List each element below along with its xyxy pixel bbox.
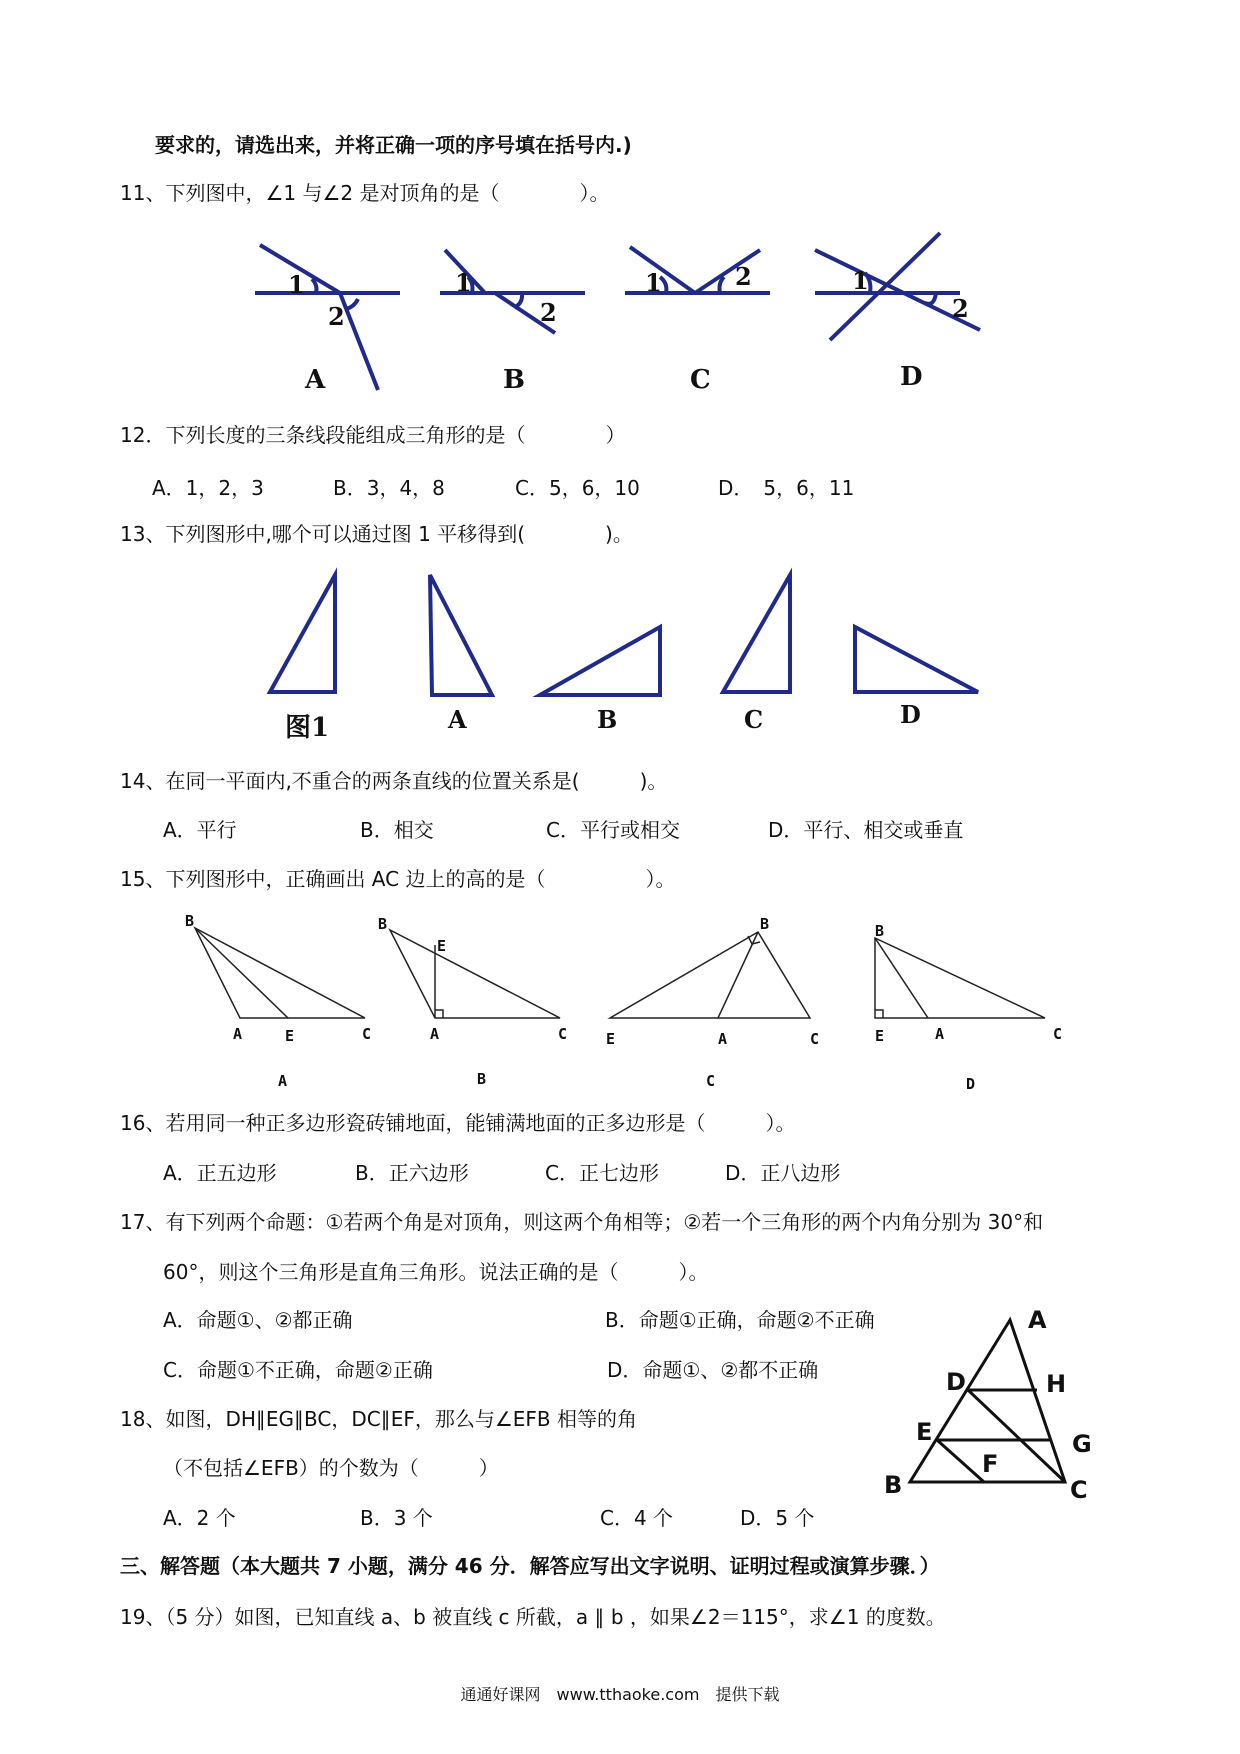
q13-option-d-triangle [855,627,978,692]
q13-option-b-triangle [540,627,660,695]
q13-option-a: A [448,705,467,734]
q12-option-b: B．3，4，8 [333,476,445,500]
q18-stem-line-1: 18、如图，DH∥EG∥BC，DC∥EF，那么与∠EFB 相等的角 [120,1407,638,1431]
q18-stem-line-2: （不包括∠EFB）的个数为（ ） [163,1456,499,1480]
q13-option-c: C [744,705,764,734]
q15-a-point-c: C [362,1025,372,1043]
q11-c-angle-1-label: 1 [645,268,662,297]
q11-b-angle-2-label: 2 [540,298,557,327]
page-footer: 通通好课网 www.tthaoke.com 提供下载 [460,1685,780,1704]
q18-label-d: D [946,1368,966,1396]
q11-d-angle-1-label: 1 [852,266,869,295]
q18-option-b: B．3 个 [360,1506,433,1530]
q18-option-c: C．4 个 [600,1506,674,1530]
q11-a-angle-2-label: 2 [328,302,345,331]
q15-c-point-b: B [760,915,770,933]
q15-c-point-a: A [718,1030,728,1048]
q15-option-b: B [477,1070,487,1088]
q17-option-d: D．命题①、②都不正确 [607,1358,819,1382]
q13-figures [260,565,980,705]
q15-d-point-b: B [875,922,885,940]
q17-option-c: C．命题①不正确，命题②正确 [163,1358,433,1382]
q14-option-d: D．平行、相交或垂直 [768,818,964,842]
q11-a-angle-1-label: 1 [288,270,305,299]
q18-label-g: G [1072,1430,1092,1458]
q18-label-f: F [982,1450,999,1478]
q14-option-b: B．相交 [360,818,434,842]
q15-d-point-e: E [875,1027,885,1045]
q15-c-point-e: E [606,1030,616,1048]
q18-label-h: H [1046,1370,1067,1398]
q11-option-a: A [305,365,326,395]
q19-stem: 19、（5 分）如图，已知直线 a、b 被直线 c 所截，a ∥ b ，如果∠2＝115°，求∠1 的度数。 [120,1605,946,1629]
q15-d-point-c: C [1053,1025,1063,1043]
q18-label-a: A [1028,1306,1047,1334]
q17-option-b: B．命题①正确，命题②不正确 [605,1308,875,1332]
q13-figure-1-label: 图1 [285,713,330,743]
q15-b-point-e: E [437,937,447,955]
q13-option-d: D [900,700,921,729]
q11-option-b: B [503,365,525,395]
q15-a-point-b: B [185,912,195,930]
q15-figure-a [195,928,365,1018]
q11-option-d: D [900,362,923,392]
q16-option-c: C．正七边形 [545,1161,659,1185]
q14-option-a: A．平行 [163,818,237,842]
q18-figure [880,1300,1130,1510]
q18-option-a: A．2 个 [163,1506,236,1530]
q13-option-c-triangle [723,575,790,692]
q15-a-point-e: E [285,1027,295,1045]
q17-stem-line-2: 60°，则这个三角形是直角三角形。说法正确的是（ ）。 [163,1260,709,1284]
q15-d-point-a: A [935,1025,945,1043]
q13-stem: 13、下列图形中,哪个可以通过图 1 平移得到( )。 [120,522,633,546]
section-intro: 要求的，请选出来，并将正确一项的序号填在括号内.) [155,133,632,157]
q15-option-a: A [278,1072,288,1090]
q12-option-a: A．1，2，3 [152,476,264,500]
q14-stem: 14、在同一平面内,不重合的两条直线的位置关系是( )。 [120,769,668,793]
q15-b-point-c: C [558,1025,568,1043]
q12-stem: 12．下列长度的三条线段能组成三角形的是（ ） [120,423,626,447]
q15-figure-c [610,932,810,1018]
q15-stem: 15、下列图形中，正确画出 AC 边上的高的是（ ）。 [120,867,676,891]
q16-option-d: D．正八边形 [725,1161,841,1185]
q18-label-b: B [884,1471,903,1499]
q15-figure-d [875,938,1045,1018]
q15-figures [170,900,1070,1070]
q15-b-point-a: A [430,1025,440,1043]
section-3-heading: 三、解答题（本大题共 7 小题，满分 46 分．解答应写出文字说明、证明过程或演算步骤．） [120,1554,940,1578]
q12-option-c: C．5，6，10 [515,476,640,500]
q18-option-d: D．5 个 [740,1506,815,1530]
q16-option-b: B．正六边形 [355,1161,469,1185]
q13-option-b: B [597,705,618,734]
q11-option-c: C [690,365,711,395]
q12-option-d: D． 5，6，11 [718,476,855,500]
q11-c-angle-2-label: 2 [735,262,752,291]
q17-stem-line-1: 17、有下列两个命题：①若两个角是对顶角，则这两个角相等；②若一个三角形的两个内角分别为 30°和 [120,1210,1044,1234]
q17-option-a: A．命题①、②都正确 [163,1308,353,1332]
q14-option-c: C．平行或相交 [546,818,680,842]
q15-a-point-a: A [233,1025,243,1043]
q16-option-a: A．正五边形 [163,1161,277,1185]
q15-option-d: D [966,1075,976,1093]
q11-b-angle-1-label: 1 [455,268,472,297]
q15-option-c: C [706,1072,716,1090]
q16-stem: 16、若用同一种正多边形瓷砖铺地面，能铺满地面的正多边形是（ ）。 [120,1111,796,1135]
q11-d-angle-2-label: 2 [952,294,969,323]
q11-stem: 11、下列图中，∠1 与∠2 是对顶角的是（ ）。 [120,181,610,205]
q18-label-e: E [916,1418,933,1446]
q11-figure-d [815,233,980,340]
q13-figure-1-triangle [270,575,335,692]
q18-label-c: C [1070,1476,1088,1504]
q15-b-point-b: B [378,915,388,933]
q13-option-a-triangle [430,575,492,695]
q15-figure-b [390,930,560,1018]
q15-c-point-c: C [810,1030,820,1048]
